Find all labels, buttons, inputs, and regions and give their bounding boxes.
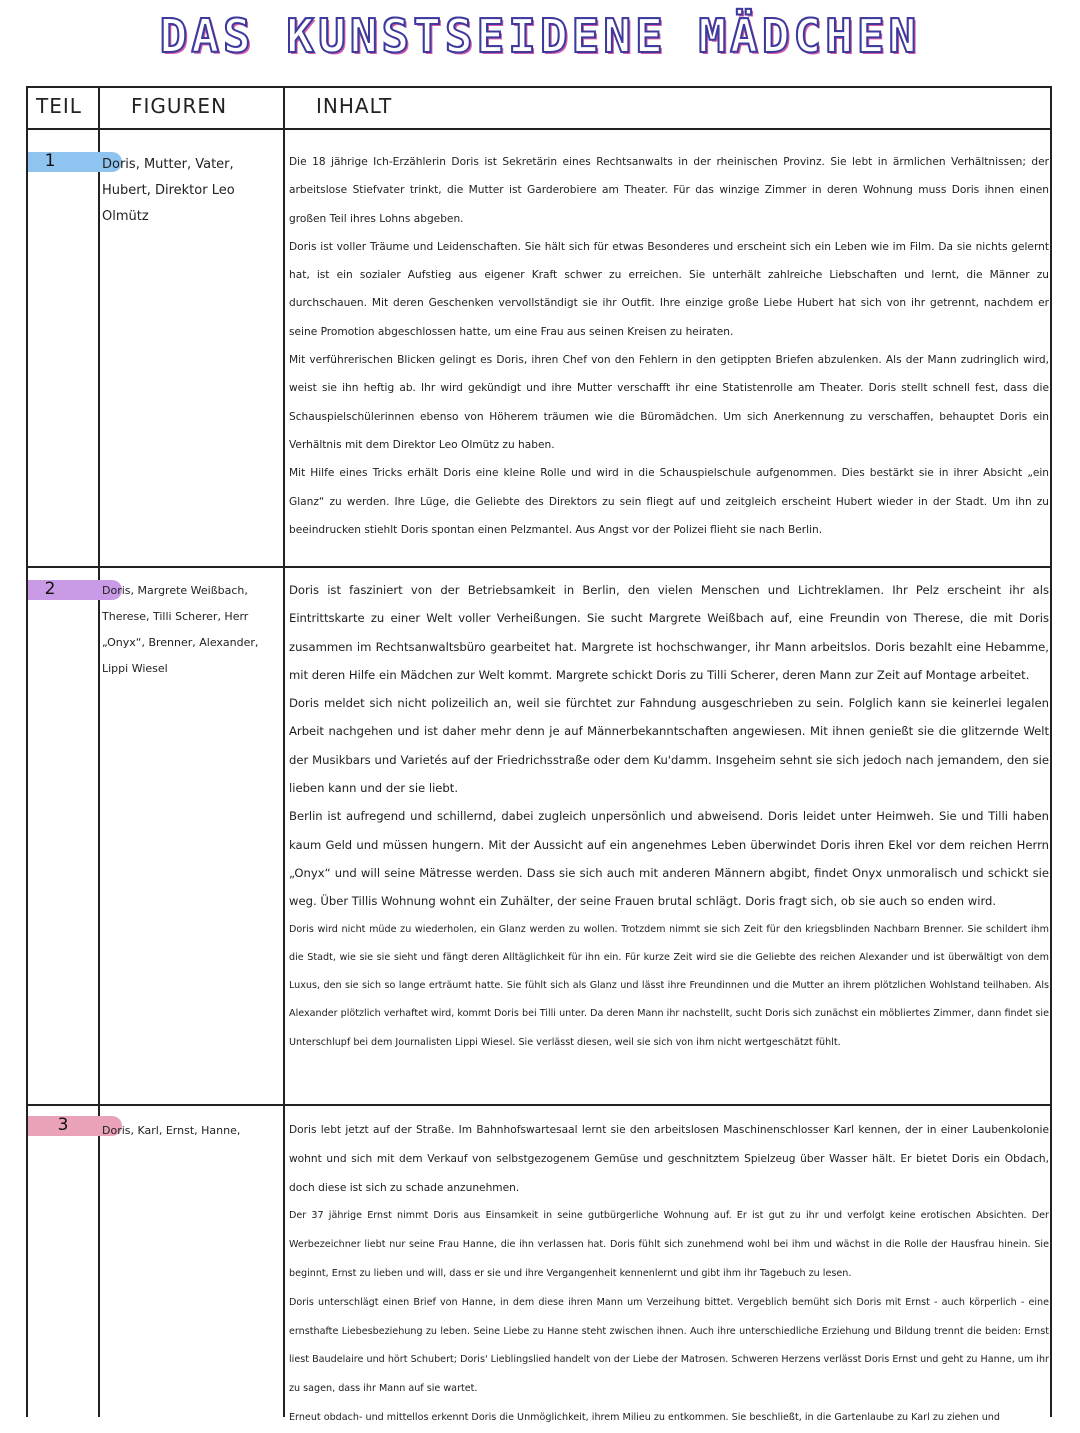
part-3-paragraph: Doris lebt jetzt auf der Straße. Im Bahnhofswartesaal lernt sie den arbeitslosen Maschinenschlosser Karl kennen, der in einer Laubenkolonie wohnt und sich mit dem Verkauf von selbstgezogenem Gemüse und geschnitztem Spielzeug über Wasser hält. Er bietet Doris ein Obdach, doch diese ist sich zu schade anzunehmen. [289, 1124, 1049, 1194]
part-1-paragraph: Die 18 jährige Ich-Erzählerin Doris ist Sekretärin eines Rechtsanwalts in der rheinischen Provinz. Sie lebt in ärmlichen Verhältnissen; der arbeitslose Stiefvater trinkt, die Mutter ist Garderobiere am Theater. Für das winzige Zimmer in deren Wohnung muss Doris ihnen einen großen Teil ihres Lohns abgeben. [289, 156, 1049, 225]
column-divider [98, 88, 100, 1417]
header-inhalt: INHALT [316, 94, 393, 118]
part-1-paragraph: Mit verführerischen Blicken gelingt es Doris, ihren Chef von den Fehlern in den getippten Briefen abzulenken. Als der Mann zudringlich wird, weist sie ihn heftig ab. Ihr wird gekündigt und ihre Mutter verschafft ihr eine Statistenrolle am Theater. Doris stellt schnell fest, dass die Schauspielschülerinnen ebenso von Höherem träumen wie die Büromädchen. Um sich Anerkennung zu verschaffen, behauptet Doris ein Verhältnis mit dem Direktor Leo Olmütz zu haben. [289, 354, 1049, 451]
page-title: DAS KUNSTSEIDENE MÄDCHEN [159, 9, 921, 63]
part-3-figures: Doris, Karl, Ernst, Hanne, [102, 1124, 241, 1137]
part-3-paragraph: Erneut obdach- und mittellos erkennt Doris die Unmöglichkeit, ihrem Milieu zu entkommen. Sie beschließt, in die Gartenlaube zu Karl zu ziehen und [289, 1411, 1000, 1423]
part-2-content [289, 576, 1049, 1057]
header-figuren: FIGUREN [131, 94, 228, 118]
part-2-number: 2 [44, 579, 56, 599]
part-3-content [289, 1116, 1049, 1433]
part-1-content [289, 148, 1049, 544]
part-3-number: 3 [57, 1115, 69, 1135]
part-1-paragraph: Mit Hilfe eines Tricks erhält Doris eine kleine Rolle und wird in die Schauspielschule aufgenommen. Dies bestärkt sie in ihrer Absicht „ein Glanz“ zu werden. Ihre Lüge, die Geliebte des Direktors zu sein fliegt auf und zeitgleich erscheint Hubert wieder in der Stadt. Um ihn zu beeindrucken stiehlt Doris spontan einen Pelzmantel. Aus Angst vor der Polizei flieht sie nach Berlin. [289, 467, 1049, 536]
part-1-paragraph: Doris ist voller Träume und Leidenschaften. Sie hält sich für etwas Besonderes und erscheint sich ein Leben wie im Film. Da sie nichts gelernt hat, ist ein sozialer Aufstieg aus eigener Kraft schwer zu erreichen. Sie unterhält zahlreiche Liebschaften und lernt, die Männer zu durchschauen. Mit deren Geschenken vervollständigt sie ihr Outfit. Ihre einzige große Liebe Hubert hat sich von ihr getrennt, nachdem er seine Promotion abgeschlossen hatte, um eine Frau aus seinen Kreisen zu heiraten. [289, 240, 1049, 338]
row-divider [28, 566, 1050, 568]
summary-table [26, 86, 1052, 1423]
part-3-paragraph: Der 37 jährige Ernst nimmt Doris aus Einsamkeit in seine gutbürgerliche Wohnung auf. Er ist gut zu ihr und verfolgt keine erotischen Absichten. Der Werbezeichner liebt nur seine Frau Hanne, die ihn verlassen hat. Doris fühlt sich zunehmend wohl bei ihm und wächst in die Rolle der Hausfrau hinein. Sie beginnt, Ernst zu lieben und will, dass er sie und ihre Vergangenheit kennenlernt und gibt ihm ihr Tagebuch zu lesen. [289, 1210, 1049, 1279]
header-teil: TEIL [36, 94, 82, 118]
part-2-figures: Doris, Margrete Weißbach, Therese, Tilli Scherer, Herr „Onyx“, Brenner, Alexander, Lippi Wiesel [102, 584, 259, 675]
part-2-paragraph: Doris wird nicht müde zu wiederholen, ein Glanz werden zu wollen. Trotzdem nimmt sie sich Zeit für den kriegsblinden Nachbarn Brenner. Sie schildert ihm die Stadt, wie sie sie sieht und fängt deren Alltäglichkeit für ihn ein. Für kurze Zeit wird sie die Geliebte des reichen Alexander und ist überwältigt von dem Luxus, den sie sich so lange erträumt hatte. Sie fühlt sich als Glanz und lässt ihre Freundinnen und die Mutter an ihrem plötzlichen Wohlstand teilhaben. Als Alexander plötzlich verhaftet wird, kommt Doris bei Tilli unter. Da deren Mann ihr nachstellt, sucht Doris sich zunächst ein möbliertes Zimmer, dann findet sie Unterschlupf bei dem Journalisten Lippi Wiesel. Sie verlässt diesen, weil sie sich von ihm nicht wertgeschätzt fühlt. [289, 923, 1049, 1048]
part-2-paragraph: Doris meldet sich nicht polizeilich an, weil sie fürchtet zur Fahndung ausgeschrieben zu sein. Folglich kann sie keinerlei legalen Arbeit nachgehen und ist daher mehr denn je auf Männerbekanntschaften angewiesen. Mit ihnen genießt sie die glitzernde Welt der Musikbars und Varietés auf der Friedrichsstraße oder dem Ku'damm. Insgeheim sehnt sie sich jedoch nach jemandem, den sie lieben kann und der sie liebt. [289, 696, 1049, 796]
row-divider [28, 1104, 1050, 1106]
part-1-figures: Doris, Mutter, Vater, Hubert, Direktor Leo Olmütz [102, 157, 235, 224]
part-2-paragraph: Berlin ist aufregend und schillernd, dabei zugleich unpersönlich und abweisend. Doris leidet unter Heimweh. Sie und Tilli haben kaum Geld und müssen hungern. Mit der Aussicht auf ein angenehmes Leben überwindet Doris ihren Ekel vor dem reichen Herrn „Onyx“ und will seine Mätresse werden. Dass sie sich auch mit anderen Männern abgibt, findet Onyx unmoralisch und schickt sie weg. Über Tillis Wohnung wohnt ein Zuhälter, der seine Frauen brutal schlägt. Doris fragt sich, ob sie auch so enden wird. [289, 809, 1049, 909]
header-divider [28, 128, 1050, 130]
part-1-number: 1 [44, 151, 56, 171]
part-2-paragraph: Doris ist fasziniert von der Betriebsamkeit in Berlin, den vielen Menschen und Lichtreklamen. Ihr Pelz erscheint ihr als Eintrittskarte zu einer Welt voller Verheißungen. Sie sucht Margrete Weißbach auf, eine Freundin von Therese, die mit Doris zusammen im Rechtsanwaltsbüro gearbeitet hat. Margrete ist hochschwanger, ihr Mann arbeitslos. Doris bezahlt eine Hebamme, mit deren Hilfe ein Mädchen zur Welt kommt. Margrete schickt Doris zu Tilli Scherer, deren Mann zur Zeit auf Montage arbeitet. [289, 583, 1049, 682]
column-divider [283, 88, 285, 1417]
part-3-paragraph: Doris unterschlägt einen Brief von Hanne, in dem diese ihren Mann um Verzeihung bittet. Vergeblich bemüht sich Doris mit Ernst - auch körperlich - eine ernsthafte Liebesbeziehung zu leben. Seine Liebe zu Hanne steht zwischen ihnen. Auch ihre unterschiedliche Erziehung und Bildung trennt die beiden: Ernst liest Baudelaire und hört Schubert; Doris' Lieblingslied handelt von der Liebe der Matrosen. Schweren Herzens verlässt Doris Ernst und geht zu Hanne, um ihr zu sagen, dass ihr Mann auf sie wartet. [289, 1296, 1049, 1395]
